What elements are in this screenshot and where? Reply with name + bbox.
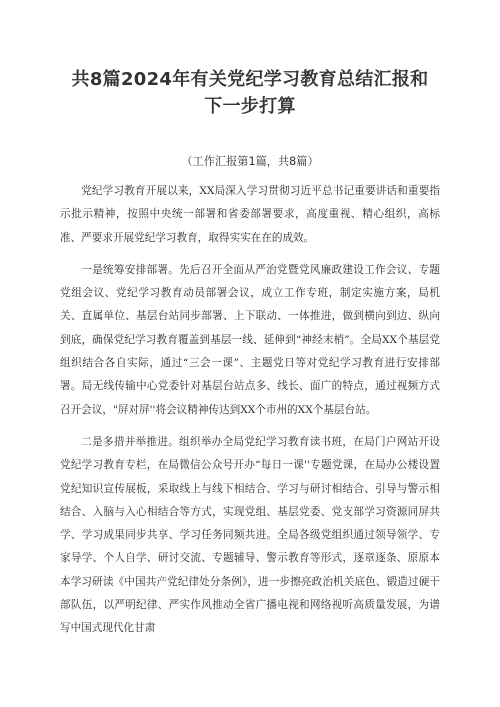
paragraph-deployment: 一是统筹安排部署。先后召开全面从严治党暨党风廉政建设工作会议、专题党组会议、党纪学习教育动员部署会议，成立工作专班，制定实施方案，局机关、直属单位、基层台站同步部署、上下联动、一体推进，做到横向到边、纵向到底，确保党纪学习教育覆盖到基层一线、延伸到“神经末梢”。全局XX个基层党组织结合各自实际，通过“三会一课”、主题党日等对党纪学习教育进行安排部署。局无线传输中心党委针对基层台站点多、线长、面广的特点，通过视频方式召开会议，"屏对屏''将会议精神传达到XX个市州的XX个基层台站。 (60, 263, 440, 416)
document-title: 共8篇2024年有关党纪学习教育总结汇报和下一步打算 (71, 69, 429, 117)
document-subtitle: （工作汇报第1篇，共8篇） (181, 155, 319, 168)
paragraph-measures: 二是多措并举推进。组织举办全局党纪学习教育读书班，在局门户网站开设党纪学习教育专栏，在局微信公众号开办“每日一课''专题党课，在局办公楼设置党纪知识宣传展板，采取线上与线下相结合、学习与研讨相结合、引导与警示相结合、入脑与入心相结合等方式，实现党组、基层党委、党支部学习资源同屏共学、学习成果同步共享、学习任务同频共进。全局各级党组织通过领导领学、专家导学、个人自学、研讨交流、专题辅导、警示教育等形式，逐章逐条、原原本本学习研读《中国共产党纪律处分条例》，进一步擦亮政治机关底色、锻造过硬干部队伍，以严明纪律、严实作风推动全省广播电视和网络视听高质量发展，为谱写中国式现代化甘肃 (60, 435, 440, 635)
paragraph-intro: 党纪学习教育开展以来，XX局深入学习贯彻习近平总书记重要讲话和重要指示批示精神，按照中央统一部署和省委部署要求，高度重视、精心组织，高标准、严要求开展党纪学习教育，取得实实在在的成效。 (60, 185, 440, 244)
